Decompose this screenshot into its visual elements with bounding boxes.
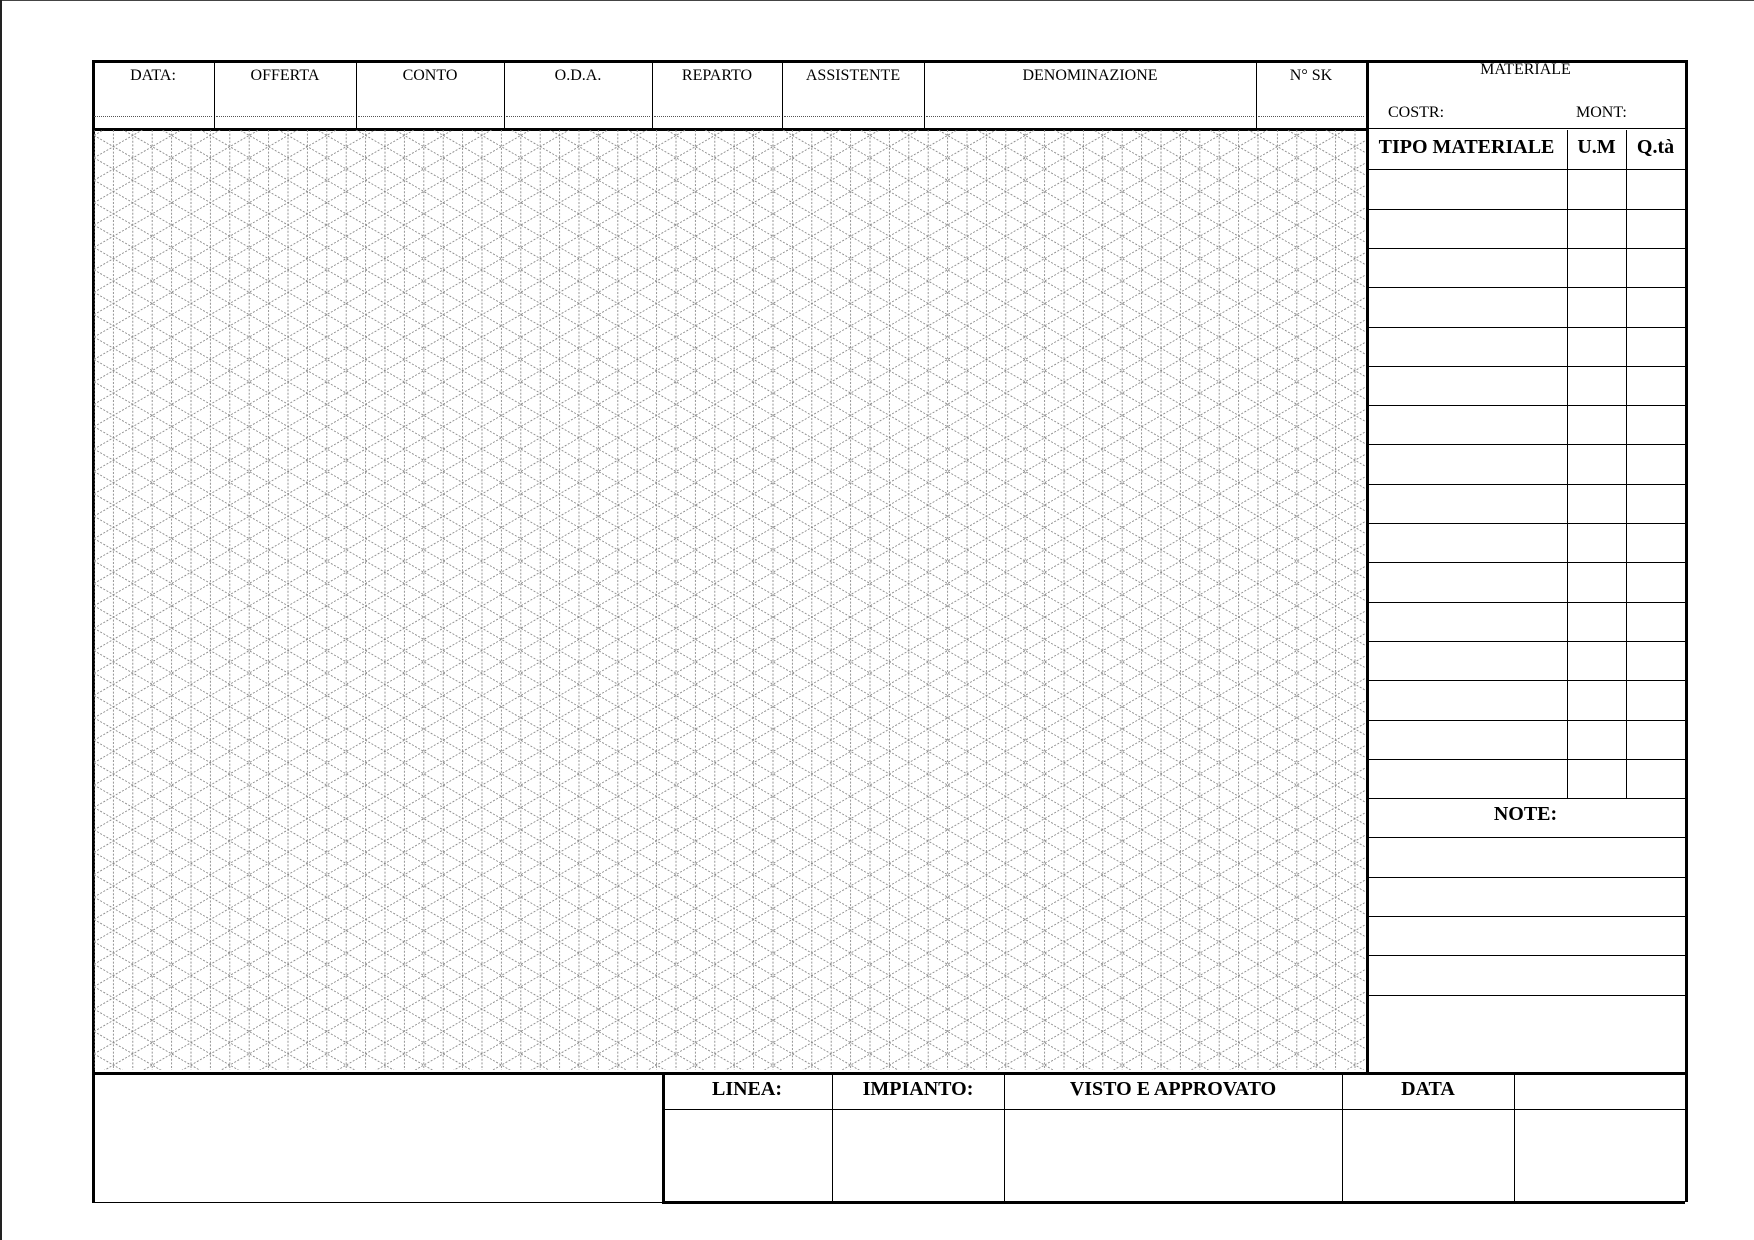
grid-diagonal-up-line bbox=[94, 880, 1365, 1070]
grid-diagonal-up-line bbox=[94, 611, 1365, 1070]
materials-cell[interactable] bbox=[1567, 169, 1626, 208]
grid-diagonal-down-line bbox=[94, 583, 1365, 1070]
materials-cell[interactable] bbox=[1366, 641, 1567, 680]
grid-diagonal-down-line bbox=[94, 130, 1365, 242]
grid-diagonal-down-line bbox=[94, 180, 1365, 914]
grid-diagonal-up-line bbox=[94, 454, 1365, 1070]
grid-diagonal-up-line bbox=[94, 768, 1365, 1070]
grid-diagonal-down-line bbox=[94, 135, 1365, 869]
materials-cell[interactable] bbox=[1366, 248, 1567, 287]
materials-cell[interactable] bbox=[1626, 169, 1685, 208]
materials-cell[interactable] bbox=[1567, 602, 1626, 641]
grid-diagonal-up-line bbox=[94, 130, 1365, 807]
grid-diagonal-down-line bbox=[94, 130, 1365, 757]
notes-field[interactable] bbox=[1366, 995, 1685, 1034]
grid-diagonal-down-line bbox=[94, 130, 1365, 645]
grid-diagonal-down-line bbox=[94, 718, 1365, 1070]
grid-diagonal-up-line bbox=[94, 432, 1365, 1070]
grid-diagonal-down-line bbox=[94, 130, 1365, 287]
grid-diagonal-down-line bbox=[94, 382, 1365, 1070]
grid-diagonal-down-line bbox=[94, 130, 1365, 264]
materials-cell[interactable] bbox=[1626, 484, 1685, 523]
materials-cell[interactable] bbox=[1366, 523, 1567, 562]
materials-cell[interactable] bbox=[1626, 287, 1685, 326]
grid-diagonal-up-line bbox=[94, 130, 1365, 763]
header-fill-line[interactable] bbox=[926, 116, 1254, 117]
grid-diagonal-down-line bbox=[94, 315, 1365, 1049]
grid-diagonal-down-line bbox=[94, 919, 1365, 1070]
footer-header-cell: VISTO E APPROVATO bbox=[1069, 1078, 1277, 1100]
header-fill-line[interactable] bbox=[654, 116, 780, 117]
materials-cell[interactable] bbox=[1567, 327, 1626, 366]
grid-diagonal-down-line bbox=[94, 130, 1365, 690]
header-fill-line[interactable] bbox=[94, 116, 212, 117]
footer-field[interactable] bbox=[1004, 1110, 1342, 1200]
grid-diagonal-up-line bbox=[94, 141, 1365, 875]
grid-diagonal-up-line bbox=[94, 130, 1365, 583]
materials-cell[interactable] bbox=[1567, 405, 1626, 444]
grid-diagonal-down-line bbox=[94, 130, 1365, 421]
grid-diagonal-down-line bbox=[94, 130, 1365, 847]
materials-cell[interactable] bbox=[1626, 523, 1685, 562]
grid-diagonal-down-line bbox=[94, 130, 1365, 735]
header-fill-line[interactable] bbox=[784, 116, 922, 117]
grid-diagonal-down-line bbox=[94, 516, 1365, 1070]
footer-header-cell: IMPIANTO: bbox=[862, 1078, 974, 1100]
grid-diagonal-down-line bbox=[94, 427, 1365, 1070]
material-title: MATERIALE bbox=[1480, 61, 1571, 78]
grid-diagonal-up-line bbox=[94, 130, 1365, 561]
grid-diagonal-up-line bbox=[94, 253, 1365, 987]
grid-diagonal-down-line bbox=[94, 740, 1365, 1070]
grid-diagonal-down-line bbox=[94, 964, 1365, 1070]
notes-field[interactable] bbox=[1366, 837, 1685, 876]
grid-diagonal-up-line bbox=[94, 130, 1365, 539]
grid-diagonal-up-line bbox=[94, 230, 1365, 964]
materials-cell[interactable] bbox=[1366, 720, 1567, 759]
grid-diagonal-down-line bbox=[94, 130, 1365, 399]
footer-field[interactable] bbox=[832, 1110, 1004, 1200]
materials-cell[interactable] bbox=[1366, 562, 1567, 601]
grid-diagonal-up-line bbox=[94, 130, 1365, 651]
grid-diagonal-down-line bbox=[94, 130, 1365, 623]
materials-cell[interactable] bbox=[1567, 484, 1626, 523]
materials-cell[interactable] bbox=[1626, 759, 1685, 798]
header-label: REPARTO bbox=[681, 67, 753, 84]
materials-cell[interactable] bbox=[1626, 209, 1685, 248]
grid-diagonal-down-line bbox=[94, 130, 1365, 578]
grid-diagonal-up-line bbox=[94, 746, 1365, 1070]
materials-cell[interactable] bbox=[1366, 484, 1567, 523]
materials-cell[interactable] bbox=[1567, 562, 1626, 601]
materials-cell[interactable] bbox=[1567, 680, 1626, 719]
footer-left-blank-area[interactable] bbox=[94, 1074, 660, 1200]
header-label: OFFERTA bbox=[250, 67, 320, 84]
grid-diagonal-up-line bbox=[94, 992, 1365, 1070]
header-label: O.D.A. bbox=[554, 67, 602, 84]
grid-diagonal-up-line bbox=[94, 1059, 1365, 1070]
grid-diagonal-up-line bbox=[94, 130, 1365, 158]
grid-diagonal-down-line bbox=[94, 247, 1365, 981]
grid-diagonal-down-line bbox=[94, 359, 1365, 1070]
grid-diagonal-up-line bbox=[94, 275, 1365, 1009]
grid-diagonal-up-line bbox=[94, 130, 1365, 135]
grid-diagonal-down-line bbox=[94, 494, 1365, 1070]
footer-header-cell: LINEA: bbox=[711, 1078, 782, 1100]
grid-diagonal-down-line bbox=[94, 807, 1365, 1070]
materials-header-cell: Q.tà bbox=[1636, 136, 1675, 158]
grid-diagonal-down-line bbox=[94, 471, 1365, 1070]
materials-cell[interactable] bbox=[1626, 327, 1685, 366]
grid-diagonal-down-line bbox=[94, 695, 1365, 1070]
grid-diagonal-up-line bbox=[94, 130, 1365, 382]
grid-diagonal-up-line bbox=[94, 130, 1365, 673]
materials-cell[interactable] bbox=[1366, 405, 1567, 444]
materials-cell[interactable] bbox=[1626, 720, 1685, 759]
materials-cell[interactable] bbox=[1567, 287, 1626, 326]
grid-diagonal-up-line bbox=[94, 298, 1365, 1032]
grid-diagonal-down-line bbox=[94, 203, 1365, 937]
grid-diagonal-up-line bbox=[94, 186, 1365, 920]
grid-diagonal-up-line bbox=[94, 130, 1365, 606]
materials-cell[interactable] bbox=[1366, 759, 1567, 798]
grid-diagonal-up-line bbox=[94, 365, 1365, 1070]
materials-header-cell: TIPO MATERIALE bbox=[1378, 136, 1555, 158]
grid-diagonal-up-line bbox=[94, 566, 1365, 1070]
grid-diagonal-down-line bbox=[94, 130, 1365, 712]
materials-cell[interactable] bbox=[1567, 209, 1626, 248]
grid-diagonal-down-line bbox=[94, 763, 1365, 1070]
materials-cell[interactable] bbox=[1366, 444, 1567, 483]
grid-diagonal-up-line bbox=[94, 163, 1365, 897]
grid-diagonal-down-line bbox=[94, 130, 1365, 354]
materials-cell[interactable] bbox=[1626, 444, 1685, 483]
notes-field[interactable] bbox=[1366, 955, 1685, 994]
materials-cell[interactable] bbox=[1366, 209, 1567, 248]
grid-diagonal-up-line bbox=[94, 130, 1365, 494]
material-header-bottom-border bbox=[1366, 128, 1685, 129]
grid-diagonal-up-line bbox=[94, 544, 1365, 1070]
grid-diagonal-up-line bbox=[94, 130, 1365, 695]
materials-cell[interactable] bbox=[1366, 169, 1567, 208]
costr-label: COSTR: bbox=[1388, 104, 1445, 121]
grid-diagonal-down-line bbox=[94, 673, 1365, 1070]
materials-cell[interactable] bbox=[1567, 366, 1626, 405]
grid-diagonal-up-line bbox=[94, 858, 1365, 1070]
header-label: DATA: bbox=[130, 67, 176, 84]
footer-field[interactable] bbox=[1342, 1110, 1514, 1200]
notes-field[interactable] bbox=[1366, 916, 1685, 955]
grid-diagonal-down-line bbox=[94, 1031, 1365, 1070]
grid-diagonal-up-line bbox=[94, 589, 1365, 1070]
grid-diagonal-up-line bbox=[94, 130, 1365, 359]
materials-header-cell: U.M bbox=[1577, 136, 1616, 158]
materials-cell[interactable] bbox=[1626, 562, 1685, 601]
grid-diagonal-up-line bbox=[94, 130, 1365, 516]
grid-diagonal-up-line bbox=[94, 130, 1365, 315]
materials-cell[interactable] bbox=[1626, 248, 1685, 287]
page-edge-top bbox=[0, 0, 1754, 1]
footer-bottom-border bbox=[662, 1201, 1685, 1204]
grid-diagonal-up-line bbox=[94, 477, 1365, 1070]
header-label: N° SK bbox=[1289, 67, 1333, 84]
grid-diagonal-up-line bbox=[94, 320, 1365, 1054]
notes-label: NOTE: bbox=[1493, 803, 1558, 825]
header-fill-line[interactable] bbox=[1258, 116, 1364, 117]
isometric-grid[interactable] bbox=[94, 130, 1365, 1070]
grid-diagonal-down-line bbox=[94, 852, 1365, 1070]
footer-header-cell: DATA bbox=[1401, 1078, 1455, 1100]
grid-diagonal-down-line bbox=[94, 292, 1365, 1026]
grid-diagonal-down-line bbox=[94, 225, 1365, 959]
grid-diagonal-down-line bbox=[94, 1009, 1365, 1070]
header-label: ASSISTENTE bbox=[805, 67, 901, 84]
materials-cell[interactable] bbox=[1366, 287, 1567, 326]
grid-diagonal-up-line bbox=[94, 130, 1365, 337]
grid-diagonal-down-line bbox=[94, 875, 1365, 1070]
materials-cell[interactable] bbox=[1567, 444, 1626, 483]
grid-diagonal-down-line bbox=[94, 130, 1365, 309]
grid-diagonal-down-line bbox=[94, 130, 1365, 444]
notes-field[interactable] bbox=[1366, 877, 1685, 916]
header-label: DENOMINAZIONE bbox=[1022, 67, 1158, 84]
header-fill-line[interactable] bbox=[358, 116, 502, 117]
grid-diagonal-down-line bbox=[94, 830, 1365, 1070]
materials-cell[interactable] bbox=[1366, 602, 1567, 641]
materials-cell[interactable] bbox=[1626, 641, 1685, 680]
header-label: CONTO bbox=[402, 67, 458, 84]
materials-cell[interactable] bbox=[1567, 523, 1626, 562]
grid-diagonal-down-line bbox=[94, 130, 1365, 175]
materials-cell[interactable] bbox=[1626, 405, 1685, 444]
grid-diagonal-down-line bbox=[94, 130, 1365, 802]
materials-cell[interactable] bbox=[1567, 641, 1626, 680]
grid-diagonal-up-line bbox=[94, 902, 1365, 1070]
outer-border-right bbox=[1685, 60, 1688, 1202]
grid-diagonal-up-line bbox=[94, 656, 1365, 1070]
mont-label: MONT: bbox=[1576, 104, 1627, 121]
materials-cell[interactable] bbox=[1567, 248, 1626, 287]
grid-diagonal-up-line bbox=[94, 723, 1365, 1070]
grid-diagonal-down-line bbox=[94, 270, 1365, 1004]
materials-cell[interactable] bbox=[1626, 602, 1685, 641]
materials-cell[interactable] bbox=[1366, 366, 1567, 405]
grid-diagonal-up-line bbox=[94, 813, 1365, 1070]
grid-diagonal-up-line bbox=[94, 1015, 1365, 1070]
grid-diagonal-up-line bbox=[94, 925, 1365, 1070]
materials-cell[interactable] bbox=[1366, 327, 1567, 366]
header-fill-line[interactable] bbox=[216, 116, 354, 117]
grid-diagonal-down-line bbox=[94, 130, 1365, 533]
grid-diagonal-up-line bbox=[94, 701, 1365, 1070]
grid-diagonal-down-line bbox=[94, 628, 1365, 1070]
grid-diagonal-up-line bbox=[94, 130, 1365, 225]
grid-diagonal-down-line bbox=[94, 337, 1365, 1070]
grid-diagonal-down-line bbox=[94, 130, 1365, 197]
grid-diagonal-down-line bbox=[94, 130, 1365, 511]
page-edge-left bbox=[0, 0, 2, 1240]
grid-diagonal-down-line bbox=[94, 130, 1365, 466]
footer-field[interactable] bbox=[1514, 1110, 1685, 1200]
grid-diagonal-down-line bbox=[94, 561, 1365, 1070]
grid-diagonal-down-line bbox=[94, 158, 1365, 892]
grid-diagonal-up-line bbox=[94, 130, 1365, 785]
header-fill-line[interactable] bbox=[506, 116, 650, 117]
grid-diagonal-up-line bbox=[94, 130, 1365, 247]
grid-lines bbox=[94, 130, 1365, 1070]
grid-diagonal-down-line bbox=[94, 942, 1365, 1070]
materials-cell[interactable] bbox=[1567, 720, 1626, 759]
materials-cell[interactable] bbox=[1626, 680, 1685, 719]
grid-diagonal-up-line bbox=[94, 1037, 1365, 1070]
materials-cell[interactable] bbox=[1567, 759, 1626, 798]
grid-diagonal-up-line bbox=[94, 208, 1365, 942]
grid-diagonal-up-line bbox=[94, 410, 1365, 1070]
grid-diagonal-up-line bbox=[94, 130, 1365, 203]
grid-diagonal-down-line bbox=[94, 404, 1365, 1070]
footer-field[interactable] bbox=[662, 1110, 832, 1200]
materials-cell[interactable] bbox=[1366, 680, 1567, 719]
materials-cell[interactable] bbox=[1626, 366, 1685, 405]
